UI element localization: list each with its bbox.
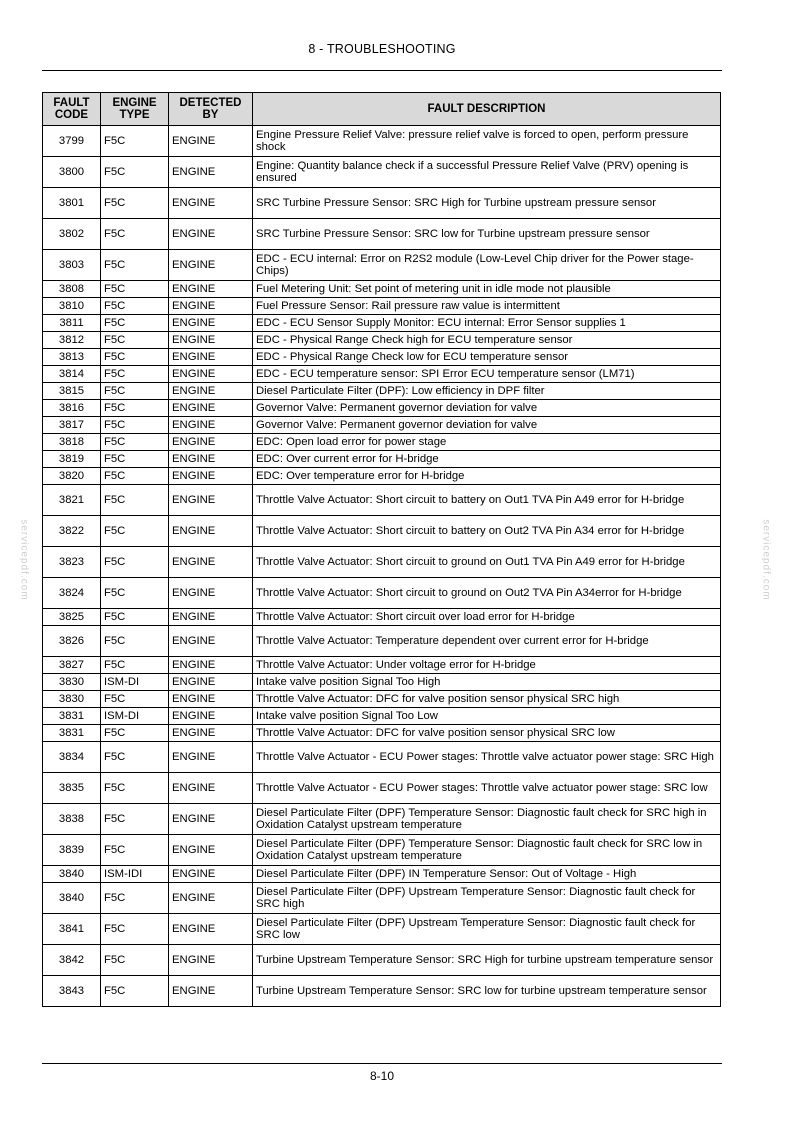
watermark-left: servicepdf.com xyxy=(18,519,30,601)
footer-rule xyxy=(42,1063,722,1064)
engine-type-cell: F5C xyxy=(101,383,169,400)
detected-by-cell: ENGINE xyxy=(169,976,253,1007)
detected-by-cell: ENGINE xyxy=(169,835,253,866)
detected-by-cell: ENGINE xyxy=(169,578,253,609)
table-row xyxy=(43,468,721,485)
detected-by-cell: ENGINE xyxy=(169,126,253,157)
engine-type-cell: F5C xyxy=(101,417,169,434)
engine-type-cell: F5C xyxy=(101,883,169,914)
table-row xyxy=(43,883,721,914)
table-row xyxy=(43,383,721,400)
fault-code-cell: 3815 xyxy=(43,383,101,400)
fault-code-cell: 3818 xyxy=(43,434,101,451)
engine-type-cell: F5C xyxy=(101,691,169,708)
fault-code-cell: 3799 xyxy=(43,126,101,157)
column-header-detected-by: DETECTED BY xyxy=(169,93,253,126)
engine-type-cell: F5C xyxy=(101,157,169,188)
fault-description-cell: SRC Turbine Pressure Sensor: SRC High for Turbine upstream pressure sensor xyxy=(253,188,721,219)
fault-description-cell: Throttle Valve Actuator: Short circuit to ground on Out1 TVA Pin A49 error for H-bridge xyxy=(253,547,721,578)
fault-description-cell: EDC: Over current error for H-bridge xyxy=(253,451,721,468)
fault-code-cell: 3802 xyxy=(43,219,101,250)
engine-type-cell: F5C xyxy=(101,298,169,315)
fault-code-cell: 3810 xyxy=(43,298,101,315)
fault-code-cell: 3812 xyxy=(43,332,101,349)
fault-code-cell: 3835 xyxy=(43,773,101,804)
engine-type-cell: F5C xyxy=(101,281,169,298)
fault-code-cell: 3813 xyxy=(43,349,101,366)
fault-description-cell: Diesel Particulate Filter (DPF): Low efficiency in DPF filter xyxy=(253,383,721,400)
fault-description-cell: EDC - ECU Sensor Supply Monitor: ECU internal: Error Sensor supplies 1 xyxy=(253,315,721,332)
fault-description-cell: Diesel Particulate Filter (DPF) Upstream Temperature Sensor: Diagnostic fault check for SRC high xyxy=(253,883,721,914)
fault-description-cell: Throttle Valve Actuator: Temperature dependent over current error for H-bridge xyxy=(253,626,721,657)
fault-description-cell: EDC - ECU temperature sensor: SPI Error ECU temperature sensor (LM71) xyxy=(253,366,721,383)
engine-type-cell: F5C xyxy=(101,434,169,451)
engine-type-cell: F5C xyxy=(101,742,169,773)
table-header-row xyxy=(43,93,721,126)
engine-type-cell: F5C xyxy=(101,219,169,250)
fault-code-cell: 3814 xyxy=(43,366,101,383)
detected-by-cell: ENGINE xyxy=(169,945,253,976)
detected-by-cell: ENGINE xyxy=(169,725,253,742)
engine-type-cell: ISM-DI xyxy=(101,708,169,725)
fault-code-cell: 3817 xyxy=(43,417,101,434)
fault-code-cell: 3831 xyxy=(43,725,101,742)
table-row xyxy=(43,691,721,708)
fault-description-cell: Throttle Valve Actuator: DFC for valve position sensor physical SRC high xyxy=(253,691,721,708)
detected-by-cell: ENGINE xyxy=(169,866,253,883)
fault-description-cell: Throttle Valve Actuator: Short circuit to battery on Out1 TVA Pin A49 error for H-bridge xyxy=(253,485,721,516)
column-header-engine-type: ENGINE TYPE xyxy=(101,93,169,126)
fault-code-cell: 3840 xyxy=(43,866,101,883)
detected-by-cell: ENGINE xyxy=(169,468,253,485)
engine-type-cell: F5C xyxy=(101,126,169,157)
fault-description-cell: Diesel Particulate Filter (DPF) Temperature Sensor: Diagnostic fault check for SRC low in Oxidation Catalyst upstream temperature xyxy=(253,835,721,866)
table-row xyxy=(43,773,721,804)
table-row xyxy=(43,626,721,657)
detected-by-cell: ENGINE xyxy=(169,383,253,400)
engine-type-cell: F5C xyxy=(101,332,169,349)
table-row xyxy=(43,298,721,315)
fault-description-cell: Engine Pressure Relief Valve: pressure relief valve is forced to open, perform pressure shock xyxy=(253,126,721,157)
page-number: 8-10 xyxy=(369,1069,395,1083)
table-row xyxy=(43,708,721,725)
table-row xyxy=(43,945,721,976)
engine-type-cell: F5C xyxy=(101,366,169,383)
fault-description-cell: Throttle Valve Actuator - ECU Power stages: Throttle valve actuator power stage: SRC low xyxy=(253,773,721,804)
fault-description-cell: Governor Valve: Permanent governor deviation for valve xyxy=(253,417,721,434)
engine-type-cell: F5C xyxy=(101,626,169,657)
table-row xyxy=(43,250,721,281)
fault-description-cell: EDC - Physical Range Check low for ECU temperature sensor xyxy=(253,349,721,366)
engine-type-cell: F5C xyxy=(101,804,169,835)
engine-type-cell: F5C xyxy=(101,657,169,674)
fault-code-cell: 3830 xyxy=(43,691,101,708)
table-row xyxy=(43,657,721,674)
detected-by-cell: ENGINE xyxy=(169,332,253,349)
detected-by-cell: ENGINE xyxy=(169,883,253,914)
detected-by-cell: ENGINE xyxy=(169,349,253,366)
fault-description-cell: Throttle Valve Actuator: Under voltage error for H-bridge xyxy=(253,657,721,674)
detected-by-cell: ENGINE xyxy=(169,516,253,547)
fault-description-cell: Throttle Valve Actuator: Short circuit to battery on Out2 TVA Pin A34 error for H-bridge xyxy=(253,516,721,547)
engine-type-cell: F5C xyxy=(101,468,169,485)
table-row xyxy=(43,914,721,945)
detected-by-cell: ENGINE xyxy=(169,298,253,315)
engine-type-cell: F5C xyxy=(101,188,169,219)
fault-description-cell: EDC: Over temperature error for H-bridge xyxy=(253,468,721,485)
fault-code-cell: 3834 xyxy=(43,742,101,773)
detected-by-cell: ENGINE xyxy=(169,547,253,578)
fault-code-cell: 3842 xyxy=(43,945,101,976)
table-row xyxy=(43,281,721,298)
detected-by-cell: ENGINE xyxy=(169,804,253,835)
detected-by-cell: ENGINE xyxy=(169,434,253,451)
detected-by-cell: ENGINE xyxy=(169,417,253,434)
fault-description-cell: Throttle Valve Actuator - ECU Power stages: Throttle valve actuator power stage: SRC High xyxy=(253,742,721,773)
fault-description-cell: EDC - ECU internal: Error on R2S2 module (Low-Level Chip driver for the Power stage-Chips) xyxy=(253,250,721,281)
table-row xyxy=(43,609,721,626)
detected-by-cell: ENGINE xyxy=(169,219,253,250)
fault-description-cell: SRC Turbine Pressure Sensor: SRC low for Turbine upstream pressure sensor xyxy=(253,219,721,250)
table-row xyxy=(43,434,721,451)
fault-description-cell: Intake valve position Signal Too Low xyxy=(253,708,721,725)
table-row xyxy=(43,578,721,609)
fault-code-cell: 3841 xyxy=(43,914,101,945)
detected-by-cell: ENGINE xyxy=(169,400,253,417)
fault-code-cell: 3820 xyxy=(43,468,101,485)
fault-code-cell: 3803 xyxy=(43,250,101,281)
detected-by-cell: ENGINE xyxy=(169,691,253,708)
fault-description-cell: EDC: Open load error for power stage xyxy=(253,434,721,451)
detected-by-cell: ENGINE xyxy=(169,742,253,773)
table-row xyxy=(43,332,721,349)
fault-description-cell: Governor Valve: Permanent governor deviation for valve xyxy=(253,400,721,417)
fault-code-cell: 3826 xyxy=(43,626,101,657)
table-row xyxy=(43,742,721,773)
detected-by-cell: ENGINE xyxy=(169,773,253,804)
detected-by-cell: ENGINE xyxy=(169,626,253,657)
fault-code-cell: 3811 xyxy=(43,315,101,332)
fault-description-cell: Diesel Particulate Filter (DPF) IN Temperature Sensor: Out of Voltage - High xyxy=(253,866,721,883)
fault-description-cell: Throttle Valve Actuator: Short circuit to ground on Out2 TVA Pin A34error for H-bridge xyxy=(253,578,721,609)
engine-type-cell: F5C xyxy=(101,945,169,976)
engine-type-cell: F5C xyxy=(101,349,169,366)
engine-type-cell: F5C xyxy=(101,914,169,945)
fault-code-cell: 3838 xyxy=(43,804,101,835)
fault-description-cell: Throttle Valve Actuator: Short circuit over load error for H-bridge xyxy=(253,609,721,626)
table-body xyxy=(43,126,721,1007)
engine-type-cell: ISM-IDI xyxy=(101,866,169,883)
fault-description-cell: Engine: Quantity balance check if a successful Pressure Relief Valve (PRV) opening is ensured xyxy=(253,157,721,188)
fault-code-cell: 3800 xyxy=(43,157,101,188)
fault-description-cell: Diesel Particulate Filter (DPF) Upstream Temperature Sensor: Diagnostic fault check for SRC low xyxy=(253,914,721,945)
table-row xyxy=(43,547,721,578)
engine-type-cell: F5C xyxy=(101,578,169,609)
fault-description-cell: Diesel Particulate Filter (DPF) Temperature Sensor: Diagnostic fault check for SRC high in Oxidation Catalyst upstream temperature xyxy=(253,804,721,835)
engine-type-cell: F5C xyxy=(101,773,169,804)
detected-by-cell: ENGINE xyxy=(169,485,253,516)
table-row xyxy=(43,674,721,691)
table-row xyxy=(43,400,721,417)
detected-by-cell: ENGINE xyxy=(169,708,253,725)
fault-description-cell: Throttle Valve Actuator: DFC for valve position sensor physical SRC low xyxy=(253,725,721,742)
fault-description-cell: Turbine Upstream Temperature Sensor: SRC High for turbine upstream temperature sensor xyxy=(253,945,721,976)
engine-type-cell: F5C xyxy=(101,609,169,626)
engine-type-cell: F5C xyxy=(101,547,169,578)
fault-code-cell: 3824 xyxy=(43,578,101,609)
fault-code-cell: 3823 xyxy=(43,547,101,578)
table-row xyxy=(43,835,721,866)
table-row xyxy=(43,315,721,332)
table-row xyxy=(43,976,721,1007)
fault-code-cell: 3816 xyxy=(43,400,101,417)
engine-type-cell: F5C xyxy=(101,485,169,516)
fault-code-cell: 3801 xyxy=(43,188,101,219)
fault-code-cell: 3830 xyxy=(43,674,101,691)
watermark-right: servicepdf.com xyxy=(760,519,772,601)
fault-code-cell: 3821 xyxy=(43,485,101,516)
table-row xyxy=(43,126,721,157)
table-row xyxy=(43,157,721,188)
fault-code-cell: 3827 xyxy=(43,657,101,674)
table-row xyxy=(43,349,721,366)
fault-code-cell: 3808 xyxy=(43,281,101,298)
table-row xyxy=(43,188,721,219)
engine-type-cell: F5C xyxy=(101,451,169,468)
fault-code-cell: 3819 xyxy=(43,451,101,468)
table-row xyxy=(43,866,721,883)
detected-by-cell: ENGINE xyxy=(169,157,253,188)
detected-by-cell: ENGINE xyxy=(169,250,253,281)
column-header-fault-code: FAULT CODE xyxy=(43,93,101,126)
fault-description-cell: Fuel Pressure Sensor: Rail pressure raw value is intermittent xyxy=(253,298,721,315)
detected-by-cell: ENGINE xyxy=(169,188,253,219)
page-header: 8 - TROUBLESHOOTING xyxy=(308,42,456,56)
table-row xyxy=(43,725,721,742)
fault-code-cell: 3840 xyxy=(43,883,101,914)
engine-type-cell: F5C xyxy=(101,976,169,1007)
table-row xyxy=(43,451,721,468)
table-row xyxy=(43,366,721,383)
engine-type-cell: F5C xyxy=(101,250,169,281)
detected-by-cell: ENGINE xyxy=(169,281,253,298)
table-row xyxy=(43,417,721,434)
fault-code-cell: 3822 xyxy=(43,516,101,547)
engine-type-cell: F5C xyxy=(101,400,169,417)
column-header-fault-description: FAULT DESCRIPTION xyxy=(253,93,721,126)
detected-by-cell: ENGINE xyxy=(169,451,253,468)
fault-description-cell: Intake valve position Signal Too High xyxy=(253,674,721,691)
header-rule xyxy=(42,70,722,71)
fault-code-cell: 3839 xyxy=(43,835,101,866)
detected-by-cell: ENGINE xyxy=(169,315,253,332)
engine-type-cell: F5C xyxy=(101,835,169,866)
detected-by-cell: ENGINE xyxy=(169,609,253,626)
fault-description-cell: Turbine Upstream Temperature Sensor: SRC low for turbine upstream temperature sensor xyxy=(253,976,721,1007)
detected-by-cell: ENGINE xyxy=(169,366,253,383)
fault-code-cell: 3825 xyxy=(43,609,101,626)
fault-code-cell: 3831 xyxy=(43,708,101,725)
table-row xyxy=(43,485,721,516)
fault-description-cell: EDC - Physical Range Check high for ECU temperature sensor xyxy=(253,332,721,349)
fault-description-cell: Fuel Metering Unit: Set point of metering unit in idle mode not plausible xyxy=(253,281,721,298)
fault-code-table xyxy=(42,92,721,1007)
detected-by-cell: ENGINE xyxy=(169,674,253,691)
engine-type-cell: F5C xyxy=(101,516,169,547)
engine-type-cell: ISM-DI xyxy=(101,674,169,691)
engine-type-cell: F5C xyxy=(101,315,169,332)
engine-type-cell: F5C xyxy=(101,725,169,742)
detected-by-cell: ENGINE xyxy=(169,657,253,674)
table-row xyxy=(43,516,721,547)
fault-code-cell: 3843 xyxy=(43,976,101,1007)
table-row xyxy=(43,219,721,250)
table-row xyxy=(43,804,721,835)
detected-by-cell: ENGINE xyxy=(169,914,253,945)
